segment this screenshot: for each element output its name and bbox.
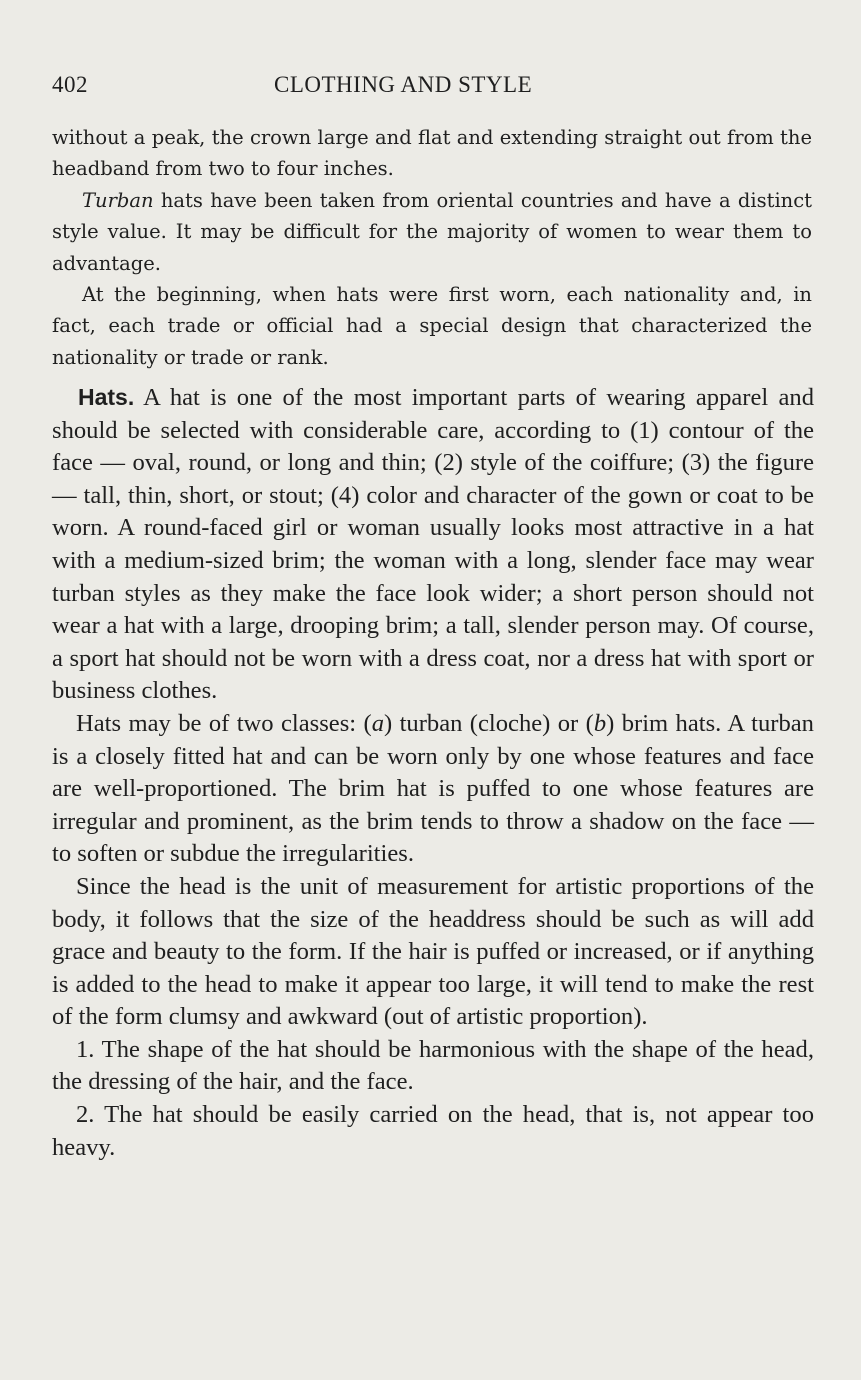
turban-term: Turban [82, 188, 154, 212]
paragraph-text: Since the head is the unit of measurement for artistic proportions of the body, it follows that the size of the headdress should be such as will add grace and beauty to the form. If the hair is puffed or increased, or if anything is added to the head to make it appear too large, it will tend to make the rest of the form clumsy and awkward (out of artistic proportion). [52, 872, 814, 1031]
paragraph-text: without a peak, the crown large and flat and extending straight out from the headband from two to four inches. [52, 126, 812, 181]
running-title: CLOTHING AND STYLE [274, 72, 533, 97]
class-label-a: a [371, 709, 384, 737]
paragraph-text: ) turban (cloche) or ( [384, 709, 594, 737]
paragraph-hat-classes [52, 708, 814, 871]
rule-text: 1. The shape of the hat should be harmonious with the shape of the head, the dressing of the hair, and the face. [52, 1035, 814, 1096]
continued-text-block [52, 122, 812, 373]
paragraph-proportion [52, 871, 814, 1034]
rule-text: 2. The hat should be easily carried on the head, that is, not appear too heavy. [52, 1101, 814, 1161]
paragraph-text: At the beginning, when hats were first worn, each nationality and, in fact, each trade or official had a special design that characterized the nationality or trade or rank. [52, 283, 812, 369]
running-head [52, 72, 812, 104]
paragraph-history [52, 279, 812, 373]
hats-section [52, 381, 814, 1164]
paragraph-text: hats have been taken from oriental countries and have a distinct style value. It may be difficult for the majority of women to wear them to advantage. [52, 188, 812, 275]
paragraph-text: A hat is one of the most important parts of wearing apparel and should be selected with considerable care, according to (1) contour of the face — oval, round, or long and thin; (2) style of the coiffure; (3) the figure — tall, thin, short, or stout; (4) color and character of the gown or coat to be worn. A round-faced girl or woman usually looks most attractive in a hat with a medium-sized brim; the woman with a long, slender face may wear turban styles as they make the face look wider; a short person should not wear a hat with a large, drooping brim; a tall, slender person may. Of course, a sport hat should not be worn with a dress coat, nor a dress hat with sport or business clothes. [52, 384, 814, 705]
paragraph-continued [52, 122, 812, 185]
section-heading: Hats. [78, 384, 135, 410]
page-number: 402 [52, 72, 88, 97]
paragraph-turban [52, 185, 812, 279]
paragraph-text: ) brim hats. A turban is a closely fitted hat and can be worn only by one whose features and face are well-proportioned. The brim hat is puffed to one whose features are irregular and prominent, as the brim tends to throw a shadow on the face — to soften or subdue the irregularities. [52, 709, 814, 868]
rule-item [52, 1099, 814, 1164]
paragraph-text: Hats may be of two classes: ( [76, 709, 372, 737]
class-label-b: b [593, 709, 607, 737]
paragraph-hats-intro [52, 381, 814, 708]
rule-item [52, 1034, 814, 1099]
